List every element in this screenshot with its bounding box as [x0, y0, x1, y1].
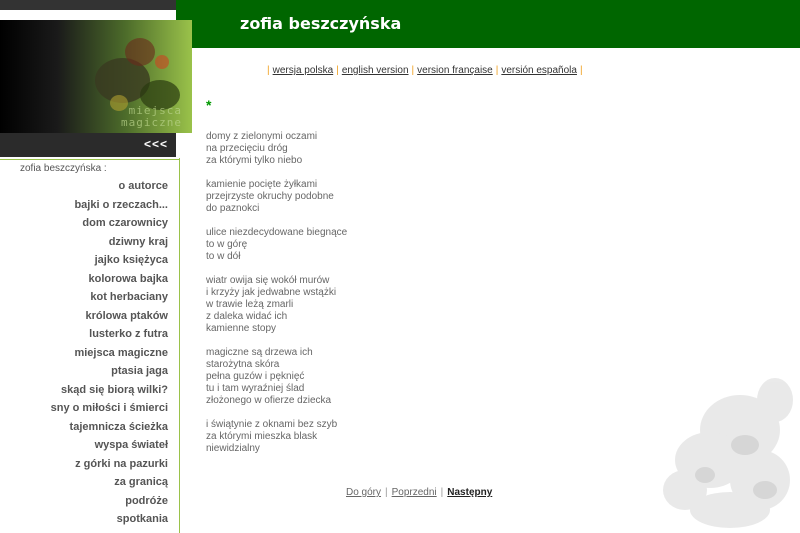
poem-line: w trawie leżą zmarli: [206, 299, 294, 310]
poem-stanza: [206, 179, 347, 215]
poem-line: pełna guzów i pęknięć: [206, 371, 305, 382]
poem-line: to w dół: [206, 251, 241, 262]
lang-link-spanish[interactable]: versión española: [501, 65, 577, 76]
sidebar-item-lusterko-z-futra[interactable]: lusterko z futra: [89, 328, 168, 340]
poem-line: i świątynie z oknami bez szyb: [206, 419, 338, 430]
sidebar-item-tajemnicza-sciezka[interactable]: tajemnicza ścieżka: [69, 420, 168, 433]
poem-line: magiczne są drzewa ich: [206, 347, 313, 358]
sidebar-nav: [0, 177, 168, 529]
poem-line: wiatr owija się wokół murów: [206, 275, 330, 286]
poem-line: kamienne stopy: [206, 323, 277, 334]
poem-line: z daleka widać ich: [206, 311, 288, 322]
poem-stanza: [206, 419, 347, 455]
site-title: zofia beszczyńska: [240, 14, 402, 33]
lang-link-polish[interactable]: wersja polska: [272, 65, 334, 76]
poem-line: i krzyży jak jedwabne wstążki: [206, 287, 337, 298]
star-marker: *: [206, 97, 212, 113]
sidebar-item-podroze[interactable]: podróże: [125, 494, 168, 507]
sidebar-item-kolorowa-bajka[interactable]: kolorowa bajka: [88, 272, 168, 285]
poem-line: to w górę: [206, 239, 248, 250]
sidebar-item-spotkania[interactable]: spotkania: [116, 513, 168, 525]
poem-line: za którymi mieszka blask: [206, 431, 318, 442]
previous-link[interactable]: Poprzedni: [391, 487, 437, 498]
poem-line: do paznokci: [206, 203, 260, 214]
sidebar-title: zofia beszczyńska :: [20, 163, 107, 174]
lang-link-english[interactable]: english version: [341, 65, 409, 76]
sidebar-item-miejsca-magiczne[interactable]: miejsca magiczne: [74, 346, 168, 359]
poem-line: kamienie pocięte żyłkami: [206, 179, 318, 190]
poem-line: złożonego w ofierze dziecka: [206, 395, 332, 406]
banner-image: [0, 20, 192, 133]
lang-link-french[interactable]: version française: [417, 65, 493, 76]
poem-line: przejrzyste okruchy podobne: [206, 191, 334, 202]
poem-line: ulice niezdecydowane biegnące: [206, 227, 348, 238]
sidebar-item-z-gorki-na-pazurki[interactable]: z górki na pazurki: [75, 457, 168, 470]
sidebar-item-skad-sie-biora-wilki[interactable]: skąd się biorą wilki?: [61, 383, 168, 396]
banner-text: miejsca magiczne: [121, 104, 182, 129]
sidebar-item-krolowa-ptakow[interactable]: królowa ptaków: [85, 309, 168, 322]
sidebar-item-jajko-ksiezyca[interactable]: jajko księżyca: [94, 254, 168, 266]
sidebar-divider: [0, 159, 180, 160]
sidebar-item-dom-czarownicy[interactable]: dom czarownicy: [82, 217, 168, 229]
sidebar-vertical-rule: [179, 158, 180, 533]
sidebar-item-za-granica[interactable]: za granicą: [114, 476, 168, 488]
poem-line: domy z zielonymi oczami: [206, 131, 318, 142]
poem-stanza: [206, 275, 347, 335]
decorative-tree-image: [650, 340, 800, 533]
bottom-nav: Do góry | Poprzedni | Następny: [346, 487, 493, 498]
poem-stanza: [206, 347, 347, 407]
sidebar-item-sny-o-milosci[interactable]: sny o miłości i śmierci: [50, 402, 168, 414]
poem-line: starożytna skóra: [206, 359, 280, 370]
poem-line: na przecięciu dróg: [206, 143, 288, 154]
sidebar-item-kot-herbaciany[interactable]: kot herbaciany: [90, 291, 168, 303]
back-link[interactable]: <<<: [143, 137, 168, 151]
poem-line: za którymi tylko niebo: [206, 155, 303, 166]
poem-text: [206, 131, 347, 467]
sidebar-item-ptasia-jaga[interactable]: ptasia jaga: [111, 365, 168, 377]
sidebar-item-bajki-o-rzeczach[interactable]: bajki o rzeczach...: [74, 198, 168, 211]
back-to-top-link[interactable]: Do góry: [346, 487, 382, 498]
language-bar: | wersja polska | english version | version française | versión española |: [267, 65, 583, 76]
poem-line: niewidzialny: [206, 443, 260, 454]
sidebar-item-o-autorce[interactable]: o autorce: [118, 180, 168, 192]
next-link[interactable]: Następny: [447, 487, 493, 498]
poem-line: tu i tam wyraźniej ślad: [206, 383, 305, 394]
poem-stanza: [206, 227, 347, 263]
back-bar: [0, 133, 176, 157]
poem-stanza: [206, 131, 347, 167]
sidebar-item-dziwny-kraj[interactable]: dziwny kraj: [108, 235, 168, 248]
sidebar-item-wyspa-swiatel[interactable]: wyspa świateł: [94, 439, 168, 451]
